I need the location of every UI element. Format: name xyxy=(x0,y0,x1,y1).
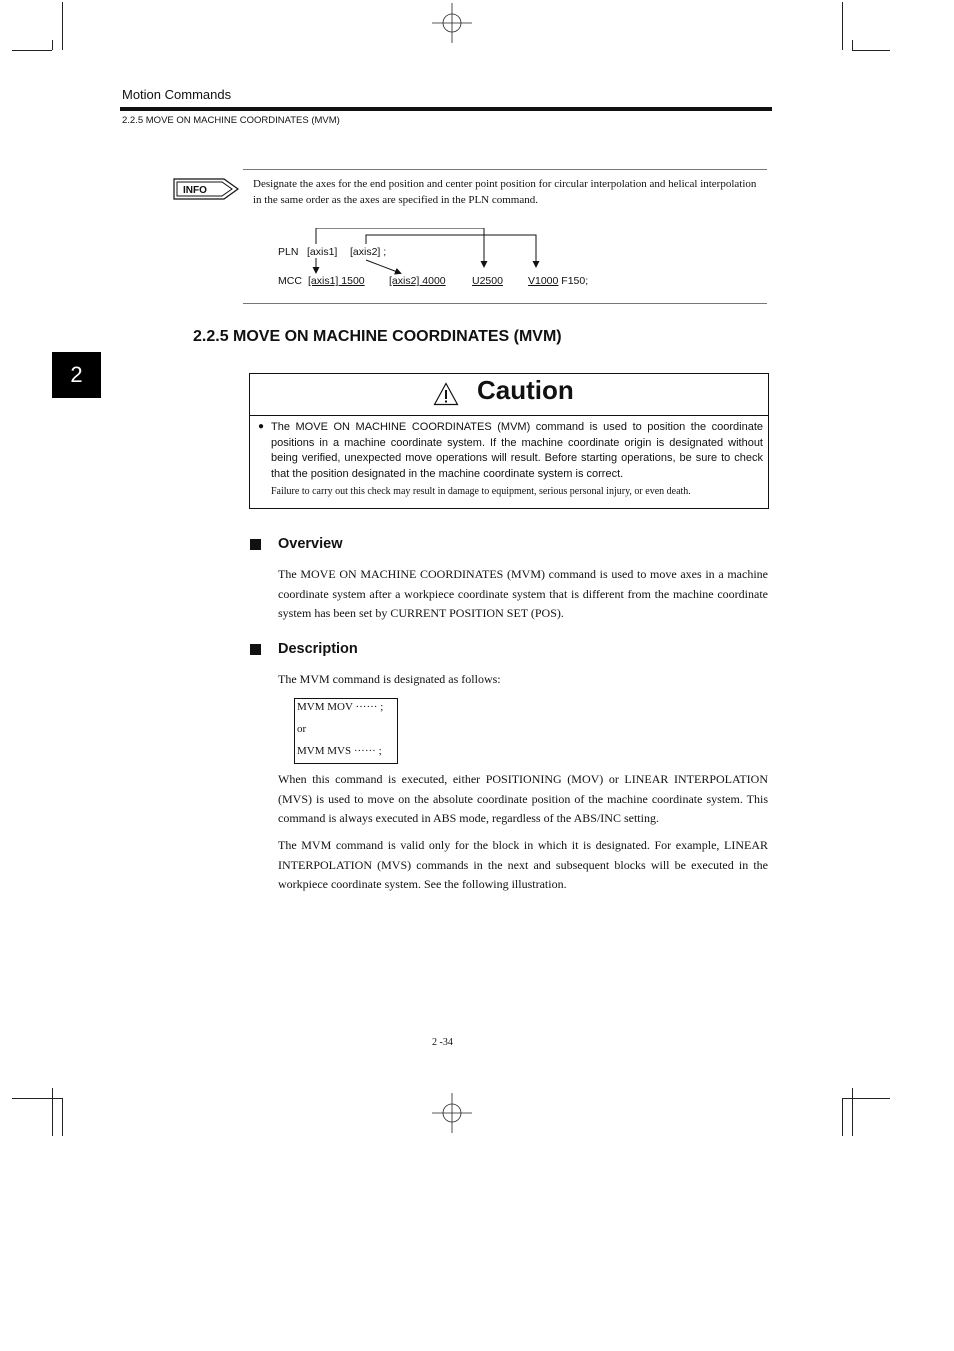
overview-text: The MOVE ON MACHINE COORDINATES (MVM) command is used to move axes in a machine coordinate system after a workpiece coordinate system that is different from the machine coordinate system has been set by CURRENT POSITION SET (POS). xyxy=(278,567,768,620)
code-box xyxy=(294,698,398,764)
diagram-v-prefix: V1000 xyxy=(528,275,559,287)
code-line-mov: MVM MOV ······ ; xyxy=(297,701,384,713)
description-heading: Description xyxy=(278,641,358,657)
description-intro: The MVM command is designated as follows: xyxy=(278,672,501,686)
diagram-mcc-axis2: [axis2] 4000 xyxy=(389,275,446,287)
caution-note: Failure to carry out this check may result in damage to equipment, serious personal injury, or even death. xyxy=(271,486,691,497)
info-icon-label: INFO xyxy=(183,185,207,196)
overview-heading: Overview xyxy=(278,536,343,552)
caution-bullet: ● xyxy=(258,421,265,432)
page-number: 2 -34 xyxy=(432,1037,453,1048)
header-rule xyxy=(120,107,772,111)
description-bullet-square xyxy=(250,644,261,655)
code-line-or: or xyxy=(297,723,307,735)
description-para-1: When this command is executed, either POSITIONING (MOV) or LINEAR INTERPOLATION (MVS) is used to move on the absolute coordinate position of the machine coordinate system. This command is always executed in ABS mode, regardless of the ABS/INC setting. xyxy=(278,772,768,825)
code-line-mvs: MVM MVS ······ ; xyxy=(297,745,382,757)
info-icon xyxy=(172,178,240,200)
running-header-section: 2.2.5 MOVE ON MACHINE COORDINATES (MVM) xyxy=(122,115,340,126)
info-bottom-rule xyxy=(243,303,767,304)
registration-mark-bottom xyxy=(432,1093,472,1133)
chapter-tab: 2 xyxy=(52,352,101,398)
section-heading: 2.2.5 MOVE ON MACHINE COORDINATES (MVM) xyxy=(193,328,562,345)
diagram-v-suffix: F150; xyxy=(558,275,589,287)
caution-box xyxy=(249,373,769,509)
registration-mark-top xyxy=(432,3,472,43)
diagram-pln-label: PLN xyxy=(278,246,299,258)
caution-title: Caution xyxy=(477,375,574,405)
info-text: Designate the axes for the end position and center point position for circular interpolation and helical interpolation in the same order as the axes are specified in the PLN command. xyxy=(253,178,757,206)
caution-header xyxy=(250,374,768,416)
diagram-mcc-axis1: [axis1] 1500 xyxy=(308,275,365,287)
diagram-u-value: U2500 xyxy=(472,275,503,287)
warning-triangle-icon xyxy=(433,382,459,406)
running-header-title: Motion Commands xyxy=(122,87,232,102)
diagram-pln-axis2: [axis2] ; xyxy=(350,246,387,258)
diagram-pln-axis1: [axis1] xyxy=(307,246,338,258)
caution-main-text: The MOVE ON MACHINE COORDINATES (MVM) command is used to position the coordinate positions in a machine coordinate system. If the machine coordinate origin is designated without being verified, unexpected move operations will result. Before starting operations, be sure to check that the position designated in the machine coordinate system is correct. xyxy=(271,421,763,480)
description-para-2: The MVM command is valid only for the block in which it is designated. For example, LINEAR INTERPOLATION (MVS) commands in the next and subsequent blocks will be executed in the workpiece coordinate system. See the following illustration. xyxy=(278,838,768,891)
info-top-rule xyxy=(243,169,767,170)
diagram-v-value xyxy=(528,275,588,287)
diagram-mcc-label: MCC xyxy=(278,275,302,287)
overview-bullet-square xyxy=(250,539,261,550)
